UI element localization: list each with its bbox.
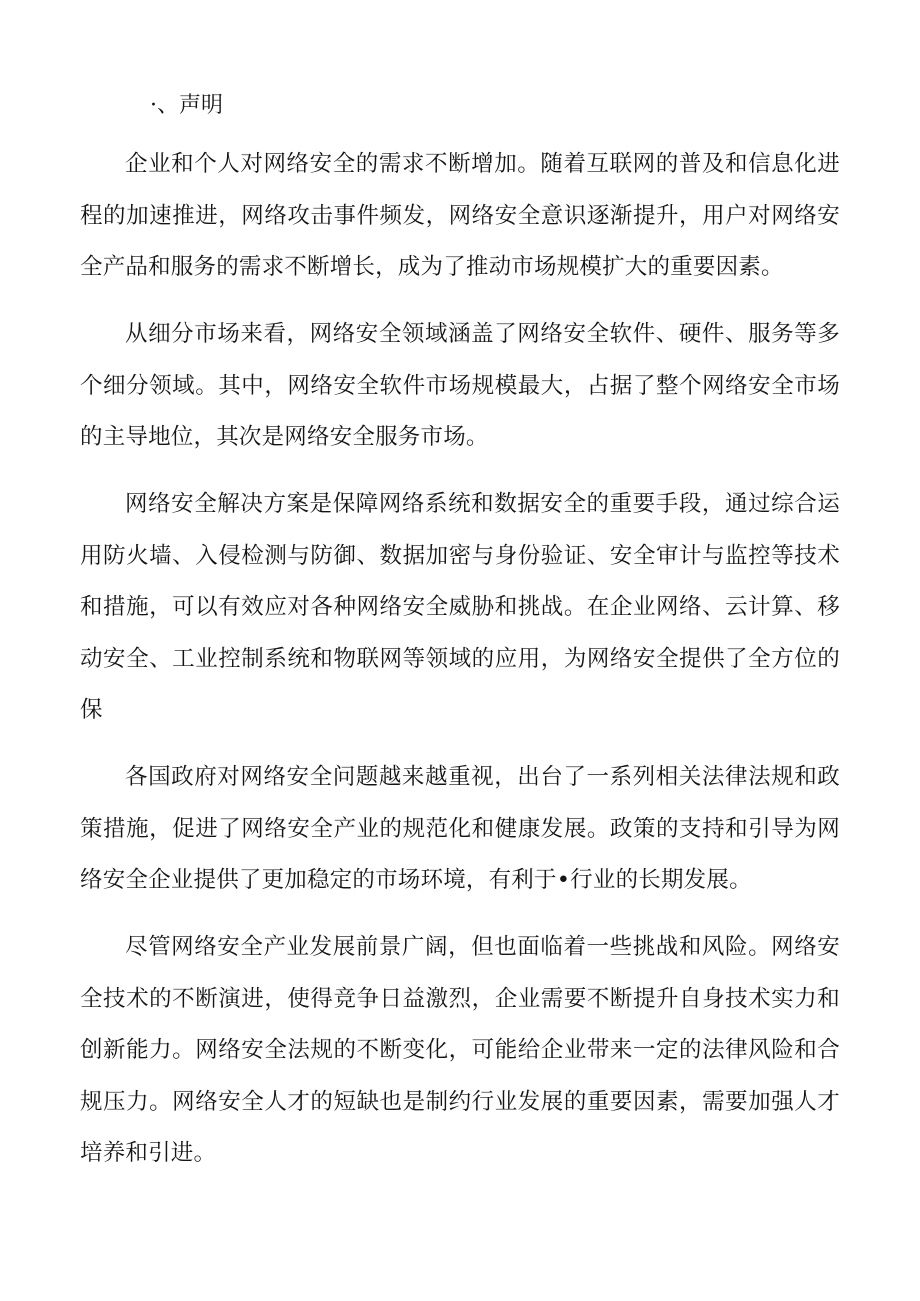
paragraph-challenges: 尽管网络安全产业发展前景广阔，但也面临着一些挑战和风险。网络安全技术的不断演进，使得竞争日益激烈，企业需要不断提升自身技术实力和创新能力。网络安全法规的不断变化，可能给企业带来一定的法律风险和合规压力。网络安全人才的短缺也是制约行业发展的重要因素，需要加强人才培养和引进。: [80, 934, 840, 1166]
paragraph-market-segments: 从细分市场来看，网络安全领域涵盖了网络安全软件、硬件、服务等多个细分领域。其中，网络安全软件市场规模最大，占据了整个网络安全市场的主导地位，其次是网络安全服务市场。: [80, 321, 840, 450]
paragraph-solutions: 网络安全解决方案是保障网络系统和数据安全的重要手段，通过综合运用防火墙、入侵检测与防御、数据加密与身份验证、安全审计与监控等技术和措施，可以有效应对各种网络安全威胁和挑战。在企业网络、云计算、移动安全、工业控制系统和物联网等领域的应用，为网络安全提供了全方位的保: [80, 491, 840, 723]
paragraph-policy: 各国政府对网络安全问题越来越重视，出台了一系列相关法律法规和政策措施，促进了网络安全产业的规范化和健康发展。政策的支持和引导为网络安全企业提供了更加稳定的市场环境，有利于•行业的长期发展。: [80, 764, 840, 893]
paragraph-demand: 企业和个人对网络安全的需求不断增加。随着互联网的普及和信息化进程的加速推进，网络攻击事件频发，网络安全意识逐渐提升，用户对网络安全产品和服务的需求不断增长，成为了推动市场规模扩大的重要因素。: [80, 151, 840, 280]
section-heading: ·、声明: [150, 93, 223, 118]
